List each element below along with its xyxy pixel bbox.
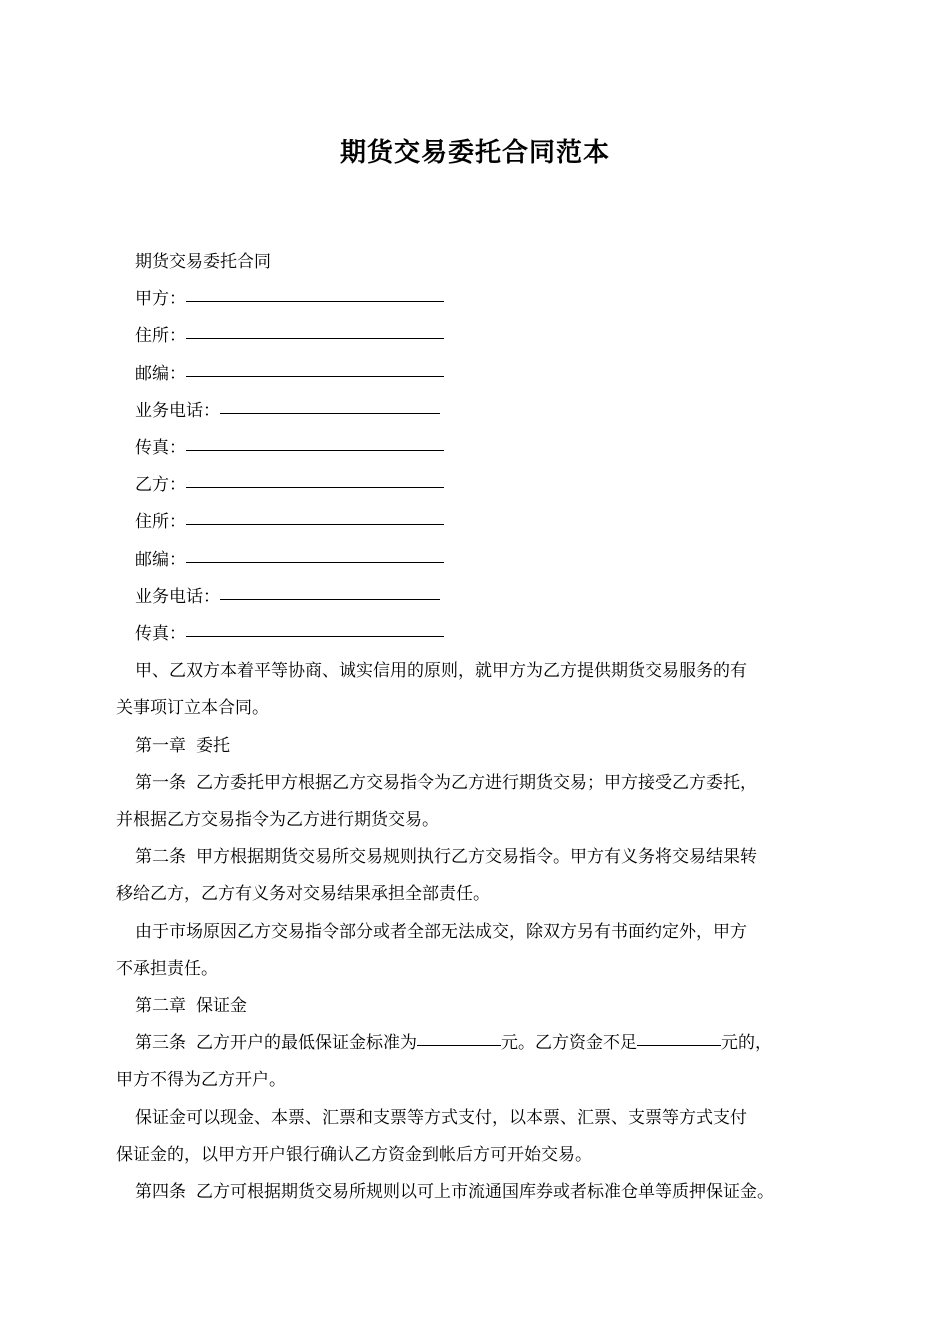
field-label: 传真： [135, 438, 186, 459]
article-2-line-1 [116, 839, 836, 876]
field-label: 住所： [135, 512, 186, 533]
article-text: 乙方委托甲方根据乙方交易指令为乙方进行期货交易；甲方接受乙方委托， [196, 772, 757, 793]
article-number: 第一条 [135, 772, 186, 793]
article-2-line-2: 移给乙方，乙方有义务对交易结果承担全部责任。 [116, 884, 490, 905]
fill-in-line [186, 337, 444, 339]
field-label: 传真： [135, 624, 186, 645]
chapter-number: 第二章 [135, 996, 186, 1017]
fill-in-line [186, 449, 444, 451]
article-text: 甲方根据期货交易所交易规则执行乙方交易指令。甲方有义务将交易结果转 [196, 847, 757, 868]
party-a-address-field [116, 318, 836, 355]
field-label: 乙方： [135, 475, 186, 496]
article-2-note-line-1: 由于市场原因乙方交易指令部分或者全部无法成交，除双方另有书面约定外，甲方 [135, 921, 747, 942]
field-label: 业务电话： [135, 586, 220, 607]
preamble-line-1: 甲、乙双方本着平等协商、诚实信用的原则，就甲方为乙方提供期货交易服务的有 [135, 661, 747, 682]
field-label: 业务电话： [135, 400, 220, 421]
field-label: 邮编： [135, 363, 186, 384]
fill-in-line [186, 635, 444, 637]
contract-subtitle: 期货交易委托合同 [135, 252, 271, 272]
fill-in-line [220, 412, 440, 414]
preamble-line-2: 关事项订立本合同。 [116, 698, 269, 719]
article-1-line-1 [116, 765, 836, 802]
chapter-1-heading [116, 728, 836, 765]
article-3-note-line-2: 保证金的，以甲方开户银行确认乙方资金到帐后方可开始交易。 [116, 1144, 592, 1165]
chapter-2-heading [116, 988, 836, 1025]
article-2-note-line-2: 不承担责任。 [116, 958, 218, 979]
article-3-note-line-1: 保证金可以现金、本票、汇票和支票等方式支付，以本票、汇票、支票等方式支付 [135, 1107, 747, 1128]
fill-in-line [186, 300, 444, 302]
party-a-fax-field [116, 430, 836, 467]
party-b-phone-field [116, 579, 836, 616]
article-3-line-2: 甲方不得为乙方开户。 [116, 1070, 286, 1091]
article-text: 乙方可根据期货交易所规则以可上市流通国库券或者标准仓单等质押保证金。 [196, 1182, 774, 1203]
fill-in-line [186, 486, 444, 488]
chapter-name: 保证金 [196, 996, 247, 1017]
party-a-name-field [116, 281, 836, 318]
field-label: 邮编： [135, 549, 186, 570]
party-b-postcode-field [116, 542, 836, 579]
fill-in-line [186, 375, 444, 377]
document-title: 期货交易委托合同范本 [339, 138, 610, 168]
party-b-name-field [116, 467, 836, 504]
article-3-line-1 [116, 1025, 836, 1062]
article-text: 乙方开户的最低保证金标准为 [196, 1033, 417, 1054]
amount-blank [637, 1044, 721, 1046]
document-body [116, 244, 836, 1211]
article-number: 第四条 [135, 1182, 186, 1203]
fill-in-line [186, 523, 444, 525]
chapter-number: 第一章 [135, 735, 186, 756]
article-1-line-2: 并根据乙方交易指令为乙方进行期货交易。 [116, 810, 439, 831]
article-number: 第二条 [135, 847, 186, 868]
fill-in-line [186, 561, 444, 563]
party-a-phone-field [116, 393, 836, 430]
article-text: 元。乙方资金不足 [501, 1033, 637, 1054]
party-b-address-field [116, 504, 836, 541]
article-text: 元的， [721, 1033, 772, 1054]
article-4-line-1 [116, 1174, 836, 1211]
article-number: 第三条 [135, 1033, 186, 1054]
party-b-fax-field [116, 616, 836, 653]
amount-blank [417, 1044, 501, 1046]
field-label: 甲方： [135, 289, 186, 310]
fill-in-line [220, 598, 440, 600]
field-label: 住所： [135, 326, 186, 347]
party-a-postcode-field [116, 356, 836, 393]
chapter-name: 委托 [196, 735, 230, 756]
